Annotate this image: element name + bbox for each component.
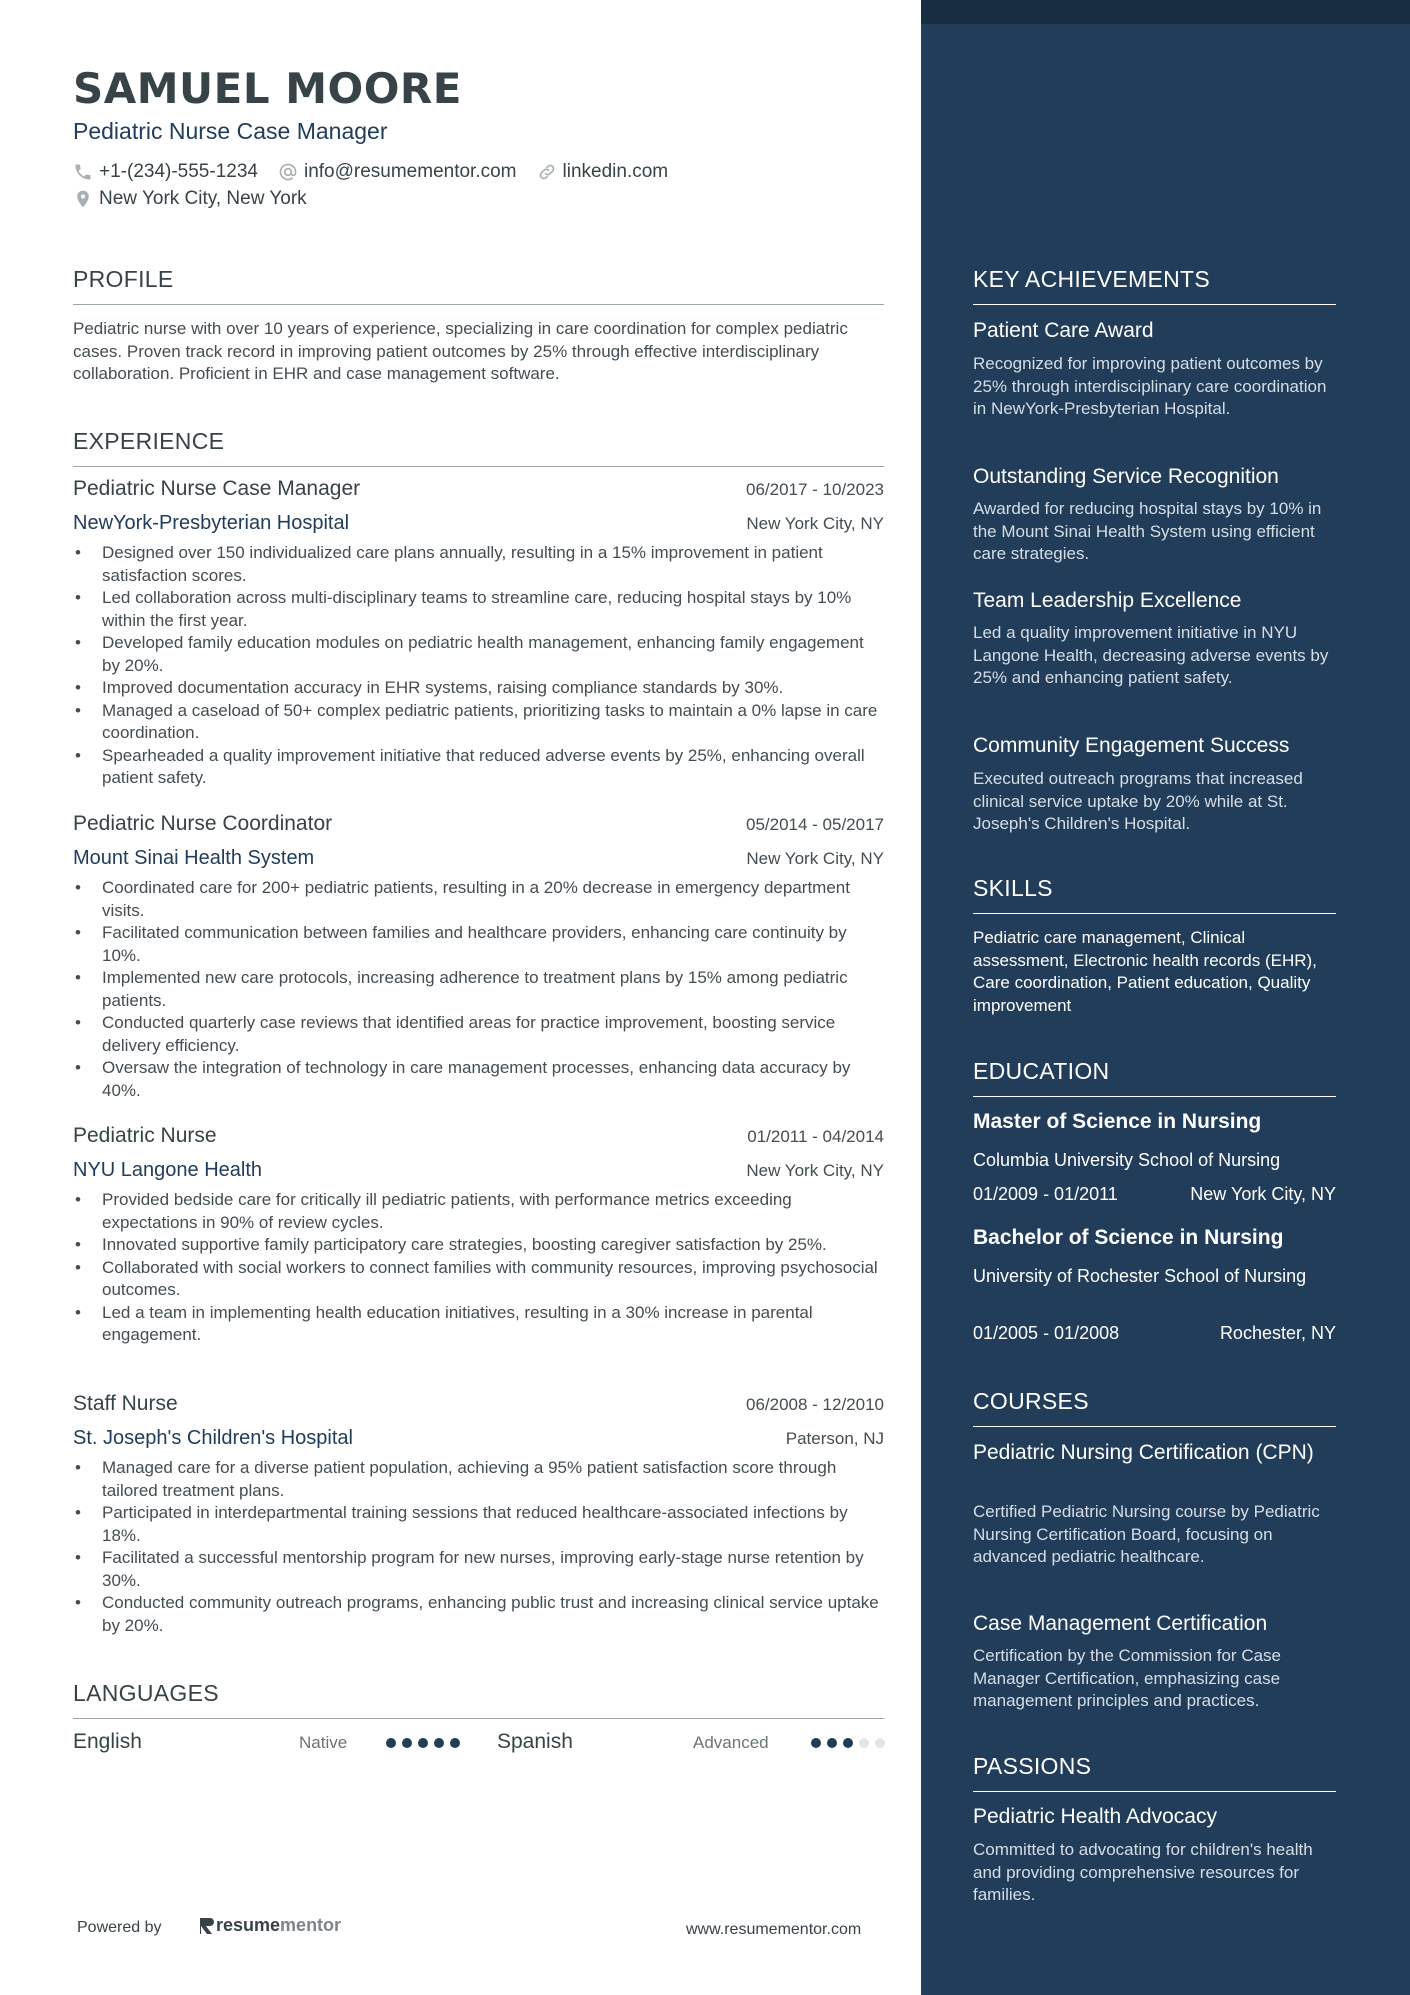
resumementor-logo-icon: [198, 1916, 216, 1936]
job-bullet: • Facilitated communication between families and healthcare providers, enhancing care continuity by 10%.: [73, 922, 884, 967]
job-role: Pediatric Nurse Coordinator: [73, 812, 333, 835]
job-dates: 06/2017 - 10/2023: [745, 480, 884, 499]
job-company: Mount Sinai Health System: [73, 847, 315, 869]
job-bullet: • Improved documentation accuracy in EHR systems, raising compliance standards by 30%.: [73, 677, 884, 700]
job-location: Paterson, NJ: [785, 1429, 884, 1448]
candidate-name: SAMUEL MOORE: [73, 64, 462, 113]
job-bullet: • Collaborated with social workers to connect families with community resources, improving psychosocial outcomes.: [73, 1257, 884, 1302]
language-rating: [811, 1738, 891, 1748]
phone-icon: [73, 162, 93, 182]
at-icon: [278, 162, 298, 182]
passion-title: Pediatric Health Advocacy: [973, 1805, 1217, 1828]
achievement-desc: Executed outreach programs that increased clinical service uptake by 20% while at St. Joseph's Children's Hospital.: [973, 769, 1303, 833]
candidate-title: Pediatric Nurse Case Manager: [73, 118, 388, 144]
job-bullet: • Oversaw the integration of technology in care management processes, enhancing data accuracy by 40%.: [73, 1057, 884, 1102]
job-bullet: • Provided bedside care for critically ill pediatric patients, with performance metrics exceeding expectations in 90% of review cycles.: [73, 1189, 884, 1234]
job-bullet: • Coordinated care for 200+ pediatric patients, resulting in a 20% decrease in emergency department visits.: [73, 877, 884, 922]
job-bullets: [73, 1457, 884, 1637]
job-location: New York City, NY: [746, 849, 884, 868]
job-bullets: [73, 1189, 884, 1347]
job-role: Pediatric Nurse Case Manager: [73, 477, 361, 500]
contact-location: [73, 188, 307, 210]
job-bullet: • Conducted quarterly case reviews that identified areas for practice improvement, boosting service delivery efficiency.: [73, 1012, 884, 1057]
education-location: Rochester, NY: [1219, 1323, 1336, 1343]
location-text: New York City, New York: [99, 188, 307, 209]
passions-heading: PASSIONS: [973, 1753, 1336, 1792]
skills-heading: SKILLS: [973, 875, 1336, 914]
job-location: New York City, NY: [746, 1161, 884, 1180]
job-bullet: • Designed over 150 individualized care plans annually, resulting in a 15% improvement in patient satisfaction scores.: [73, 542, 884, 587]
skills-text: Pediatric care management, Clinical assessment, Electronic health records (EHR), Care coordination, Patient education, Quality improvement: [973, 928, 1317, 1015]
achievement-title: Team Leadership Excellence: [973, 589, 1242, 612]
education-dates: 01/2005 - 01/2008: [973, 1323, 1120, 1343]
phone-text[interactable]: +1-(234)-555-1234: [99, 161, 258, 182]
link-icon: [537, 162, 557, 182]
rating-dot-filled: [843, 1738, 853, 1748]
rating-dot-empty: [859, 1738, 869, 1748]
job-bullet: • Innovated supportive family participatory care strategies, boosting caregiver satisfaction by 25%.: [73, 1234, 884, 1257]
achievement-title: Patient Care Award: [973, 319, 1154, 342]
achievement-desc: Recognized for improving patient outcomes by 25% through interdisciplinary care coordination in NewYork-Presbyterian Hospital.: [973, 354, 1327, 418]
location-row: [73, 188, 327, 210]
job-entry: [73, 477, 884, 790]
job-entry: [73, 1392, 884, 1637]
linkedin-text[interactable]: linkedin.com: [562, 161, 669, 182]
job-bullets: [73, 877, 884, 1102]
profile-heading: PROFILE: [73, 266, 884, 305]
course-desc: Certification by the Commission for Case Manager Certification, emphasizing case management principles and practices.: [973, 1646, 1282, 1710]
job-location: New York City, NY: [746, 514, 884, 533]
education-degree: Master of Science in Nursing: [973, 1110, 1262, 1133]
job-bullet: • Spearheaded a quality improvement initiative that reduced adverse events by 25%, enhancing overall patient safety.: [73, 745, 884, 790]
education-location: New York City, NY: [1190, 1184, 1336, 1204]
job-bullet: • Implemented new care protocols, increasing adherence to treatment plans by 15% among pediatric patients.: [73, 967, 884, 1012]
courses-heading: COURSES: [973, 1388, 1336, 1427]
job-entry: [73, 1124, 884, 1347]
location-pin-icon: [73, 189, 93, 209]
job-dates: 05/2014 - 05/2017: [745, 815, 884, 834]
rating-dot-filled: [827, 1738, 837, 1748]
language-name: Spanish: [497, 1730, 573, 1753]
job-bullet: • Led a team in implementing health education initiatives, resulting in a 30% increase in parental engagement.: [73, 1302, 884, 1347]
profile-text: Pediatric nurse with over 10 years of experience, specializing in care coordination for complex pediatric cases. Proven track record in improving patient outcomes by 25% through effective interdisciplinary collaboration. Proficient in EHR and case management software.: [73, 319, 848, 383]
education-meta: [973, 1184, 1336, 1205]
sidebar-top-bar: [921, 0, 1410, 24]
job-bullets: [73, 542, 884, 790]
rating-dot-filled: [386, 1738, 396, 1748]
rating-dot-filled: [418, 1738, 428, 1748]
job-role: Staff Nurse: [73, 1392, 178, 1415]
contact-email: [278, 161, 517, 183]
footer-website[interactable]: www.resumementor.com: [686, 1921, 862, 1938]
education-dates: 01/2009 - 01/2011: [973, 1184, 1118, 1204]
course-title: Pediatric Nursing Certification (CPN): [973, 1441, 1314, 1464]
resumementor-logo[interactable]: [198, 1915, 341, 1936]
job-dates: 01/2011 - 04/2014: [747, 1127, 884, 1146]
job-company: NewYork-Presbyterian Hospital: [73, 512, 350, 534]
logo-light-text: mentor: [280, 1915, 342, 1935]
achievement-desc: Awarded for reducing hospital stays by 10% in the Mount Sinai Health System using efficient care strategies.: [973, 499, 1322, 563]
achievement-desc: Led a quality improvement initiative in NYU Langone Health, decreasing adverse events by 25% and enhancing patient safety.: [973, 623, 1329, 687]
job-bullet: • Managed a caseload of 50+ complex pediatric patients, prioritizing tasks to maintain a 0% lapse in care coordination.: [73, 700, 884, 745]
contact-row: [73, 161, 688, 183]
education-degree: Bachelor of Science in Nursing: [973, 1226, 1284, 1249]
education-school: University of Rochester School of Nursing: [973, 1266, 1307, 1286]
language-rating: [386, 1738, 466, 1748]
logo-bold-text: resume: [216, 1915, 281, 1935]
job-bullet: • Developed family education modules on pediatric health management, enhancing family engagement by 20%.: [73, 632, 884, 677]
rating-dot-empty: [875, 1738, 885, 1748]
language-level: Native: [299, 1733, 348, 1752]
job-bullet: • Facilitated a successful mentorship program for new nurses, improving early-stage nurse retention by 30%.: [73, 1547, 884, 1592]
course-title: Case Management Certification: [973, 1612, 1268, 1635]
job-role: Pediatric Nurse: [73, 1124, 217, 1147]
education-meta: [973, 1323, 1336, 1344]
languages-heading: LANGUAGES: [73, 1680, 884, 1719]
job-entry: [73, 812, 884, 1102]
powered-by-label: Powered by: [77, 1919, 162, 1936]
job-bullet: • Participated in interdepartmental training sessions that reduced healthcare-associated infections by 18%.: [73, 1502, 884, 1547]
sidebar: [921, 0, 1410, 1995]
email-text[interactable]: info@resumementor.com: [303, 161, 517, 182]
contact-linkedin: [537, 161, 669, 183]
rating-dot-filled: [450, 1738, 460, 1748]
rating-dot-filled: [811, 1738, 821, 1748]
course-desc: Certified Pediatric Nursing course by Pediatric Nursing Certification Board, focusing on advanced pediatric healthcare.: [973, 1502, 1320, 1566]
education-heading: EDUCATION: [973, 1058, 1336, 1097]
language-name: English: [73, 1730, 142, 1753]
achievement-title: Community Engagement Success: [973, 734, 1290, 757]
education-school: Columbia University School of Nursing: [973, 1150, 1281, 1170]
achievement-title: Outstanding Service Recognition: [973, 465, 1279, 488]
languages-row: [73, 1730, 884, 1760]
rating-dot-filled: [402, 1738, 412, 1748]
language-level: Advanced: [693, 1733, 769, 1752]
job-bullet: • Led collaboration across multi-disciplinary teams to streamline care, reducing hospital stays by 10% within the first year.: [73, 587, 884, 632]
job-company: NYU Langone Health: [73, 1159, 263, 1181]
contact-phone: [73, 161, 258, 183]
experience-heading: EXPERIENCE: [73, 428, 884, 467]
passion-desc: Committed to advocating for children's health and providing comprehensive resources for families.: [973, 1840, 1313, 1904]
job-dates: 06/2008 - 12/2010: [745, 1395, 884, 1414]
rating-dot-filled: [434, 1738, 444, 1748]
job-bullet: • Managed care for a diverse patient population, achieving a 95% patient satisfaction score through tailored treatment plans.: [73, 1457, 884, 1502]
job-company: St. Joseph's Children's Hospital: [73, 1427, 353, 1449]
achievements-heading: KEY ACHIEVEMENTS: [973, 266, 1336, 305]
job-bullet: • Conducted community outreach programs, enhancing public trust and increasing clinical service uptake by 20%.: [73, 1592, 884, 1637]
